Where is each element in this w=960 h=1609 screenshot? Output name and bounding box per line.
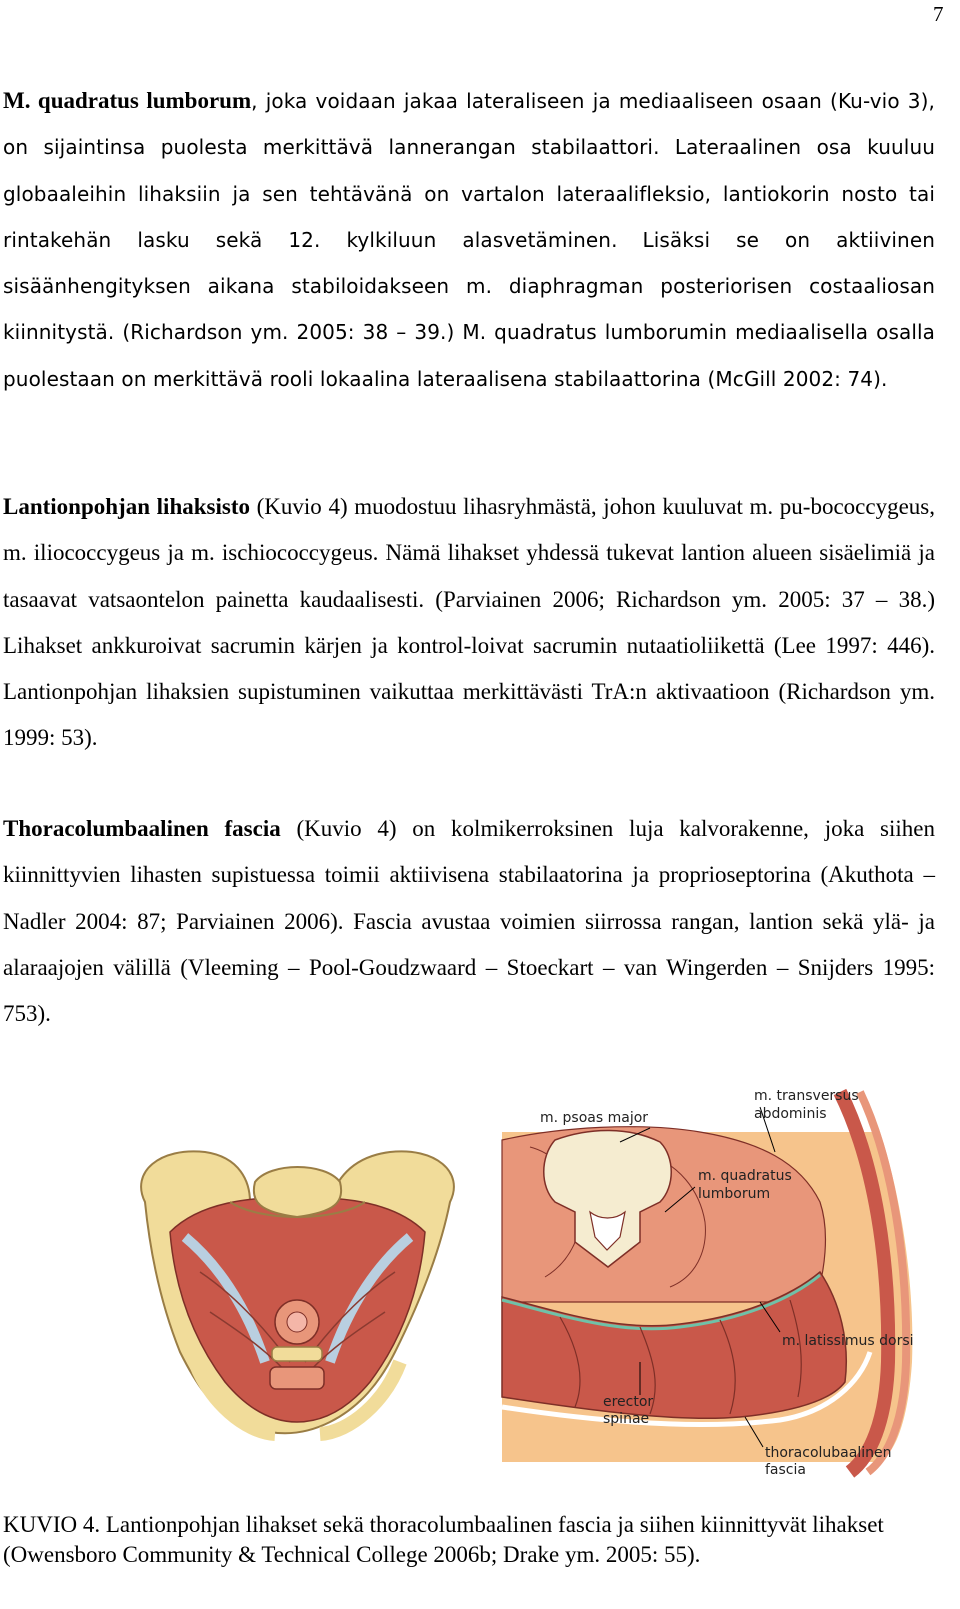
label-thoracolumbar-fascia-line2: fascia (765, 1462, 806, 1478)
term-thoracolumbar-fascia: Thoracolumbaalinen fascia (3, 816, 281, 841)
label-erector-spinae-line1: erector (603, 1394, 654, 1410)
paragraph-thoracolumbar-fascia (3, 806, 935, 1037)
paragraph-text: (Kuvio 4) muodostuu lihasryhmästä, johon kuuluvat m. pu-bococcygeus, m. iliococcygeus ja m. ischiococcygeus. Nämä lihakset yhdessä tukevat lantion alueen sisäelimiä ja tasaavat vatsaontelon painetta kaudaalisesti. (Parviainen 2006; Richardson ym. 2005: 37 – 38.) Lihakset ankkuroivat sacrumin kärjen ja kontrol-loivat sacrumin nutaatioliikettä (Lee 1997: 446). Lantionpohjan lihaksien supistuminen vaikuttaa merkittävästi TrA:n aktivaatioon (Richardson ym. 1999: 53). (3, 494, 935, 751)
term-quadratus-lumborum: M. quadratus lumborum (3, 88, 252, 113)
pelvis-illustration (141, 1151, 454, 1434)
paragraph-text: , joka voidaan jakaa lateraliseen ja mediaaliseen osaan (Ku-vio 3), on sijaintinsa puolesta merkittävä lannerangan stabilaattori. Lateraalinen osa kuuluu globaaleihin lihaksiin ja sen tehtävänä on vartalon lateraalifleksio, lantiokorin nosto tai rintakehän lasku sekä 12. kylkiluun alasvetäminen. (3, 89, 935, 252)
label-quadratus-lumborum-line2: lumborum (698, 1186, 771, 1202)
label-latissimus-dorsi: m. latissimus dorsi (782, 1333, 914, 1349)
label-transversus-abdominis-line2: abdominis (754, 1106, 827, 1122)
paragraph-text: (Kuvio 4) on kolmikerroksinen luja kalvorakenne, joka siihen kiinnittyvien lihasten supistuessa toimii aktiivisena stabilaatorina ja proprioseptorina (Akuthota – Nadler 2004: 87; Parviainen 2006). Fascia avustaa voimien siirrossa rangan, lantion sekä ylä- ja alaraajojen välillä (Vleeming – Pool-Goudzwaard – Stoeckart – van Wingerden – Snijders 1995: 753). (3, 816, 935, 1027)
label-psoas-major: m. psoas major (540, 1110, 649, 1126)
label-erector-spinae-line2: spinae (603, 1411, 650, 1427)
page-number: 7 (933, 2, 944, 26)
label-transversus-abdominis-line1: m. transversus (754, 1088, 859, 1104)
label-quadratus-lumborum-line1: m. quadratus (698, 1168, 792, 1184)
paragraph-pelvic-floor (3, 484, 935, 762)
figure-caption: KUVIO 4. Lantionpohjan lihakset sekä thoracolumbaalinen fascia ja siihen kiinnittyvät lihakset (Owensboro Community & Technical College 2006b; Drake ym. 2005: 55). (3, 1512, 884, 1567)
label-thoracolumbar-fascia-line1: thoracolubaalinen (765, 1445, 892, 1461)
paragraph-quadratus-lumborum (3, 78, 935, 402)
paragraph-text: Lisäksi se on aktiivinen sisäänhengityksen aikana stabiloidakseen m. diaphragman posteriorisen costaaliosan kiinnitystä. (Richardson ym. 2005: 38 – 39.) M. quadratus lumborumin mediaalisella osalla puolestaan on merkittävä rooli lokaalina lateraalisena stabilaattorina (McGill 2002: 74). (3, 227, 936, 391)
lumbar-cross-section-illustration (502, 1088, 914, 1478)
anatomy-figure (0, 1062, 960, 1502)
term-pelvic-floor: Lantionpohjan lihaksisto (3, 494, 250, 519)
